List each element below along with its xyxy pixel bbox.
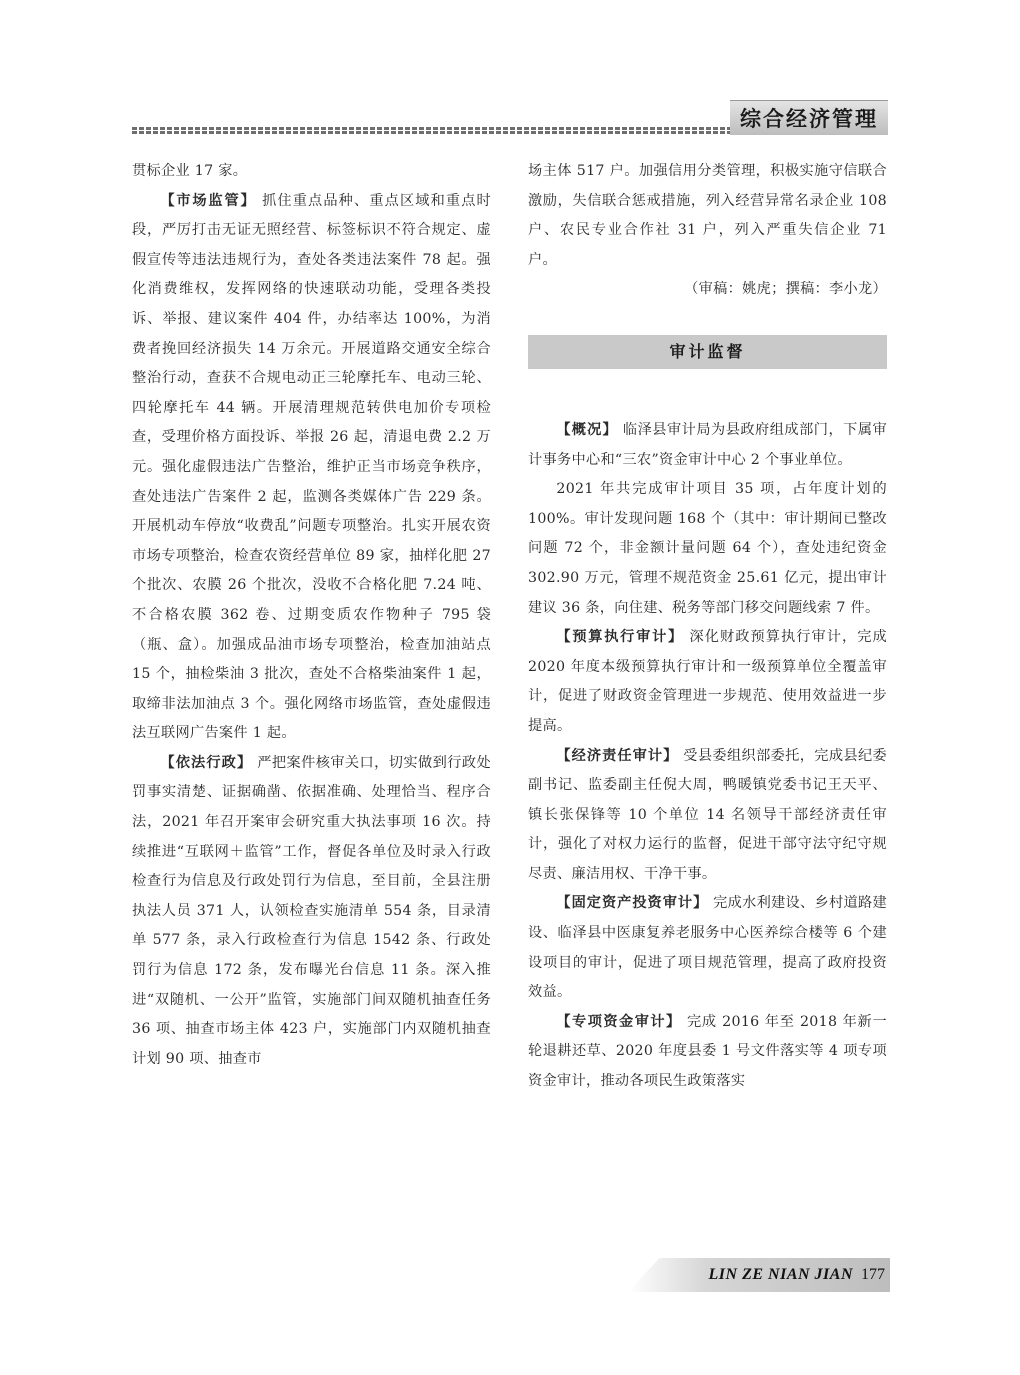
paragraph-fixed-asset-audit (528, 889, 887, 1007)
paragraph-text: 抓住重点品种、重点区域和重点时段，严厉打击无证无照经营、标签标识不符合规定、虚假宣传等违法违规行为，查处各类违法案件 78 起。强化消费维权，发挥网络的快速联动功能，受理各类投诉、举报、建议案件 404 件，办结率达 100%，为消费者挽回经济损失 14 万余元。开展道路交通安全综合整治行动，查获不合规电动正三轮摩托车、电动三轮、四轮摩托车 44 辆。开展清理规范转供电加价专项检查，受理价格方面投诉、举报 26 起，清退电费 2.2 万元。强化虚假违法广告整治，维护正当市场竞争秩序，查处违法广告案件 2 起，监测各类媒体广告 229 条。开展机动车停放“收费乱”问题专项整治。扎实开展农资市场专项整治，检查农资经营单位 89 家，抽样化肥 27 个批次、农膜 26 个批次，没收不合格化肥 7.24 吨、不合格农膜 362 卷、过期变质农作物种子 795 袋（瓶、盒）。加强成品油市场专项整治，检查加油站点 15 个，抽检柴油 3 批次，查处不合格柴油案件 1 起，取缔非法加油点 3 个。强化网络市场监管，查处虚假违法互联网广告案件 1 起。 (132, 192, 491, 742)
footer-brand: LIN ZE NIAN JIAN (708, 1266, 853, 1283)
paragraph-overview (528, 416, 887, 475)
paragraph-law-administration (132, 749, 491, 1075)
paragraph-text: 临泽县审计局为县政府组成部门，下属审计事务中心和“三农”资金审计中心 2 个事业单位。 (528, 421, 887, 468)
section-keyword: 【市场监管】 (160, 192, 257, 209)
paragraph-text: 严把案件核审关口，切实做到行政处罚事实清楚、证据确凿、依据准确、处理恰当、程序合法，2021 年召开案审会研究重大执法事项 16 次。持续推进“互联网＋监管”工作，督促各单位及时录入行政检查行为信息及行政处罚行为信息，至目前，全县注册执法人员 371 人，认领检查实施清单 554 条，目录清单 577 条，录入行政检查行为信息 1542 条、行政处罚行为信息 172 条，发布曝光台信息 11 条。深入推进“双随机、一公开”监管，实施部门间双随机抽查任务 36 项、抽查市场主体 423 户，实施部门内双随机抽查计划 90 项、抽查市 (132, 754, 491, 1067)
section-keyword: 【依法行政】 (160, 754, 253, 771)
page-number: 177 (861, 1266, 885, 1283)
section-keyword: 【经济责任审计】 (556, 747, 679, 764)
section-keyword: 【概况】 (556, 421, 618, 438)
section-keyword: 【预算执行审计】 (556, 629, 684, 646)
paragraph-special-fund-audit (528, 1008, 887, 1097)
paragraph: 2021 年共完成审计项目 35 项，占年度计划的 100%。审计发现问题 168 个（其中：审计期间已整改问题 72 个，非金额计量问题 64 个），查处违纪资金 302.90 万元，管理不规范资金 25.61 亿元，提出审计建议 36 条，向住建、税务等部门移交问题线索 7 件。 (528, 481, 887, 616)
right-column (528, 157, 887, 1097)
paragraph-text: 完成水利建设、乡村道路建设、临泽县中医康复养老服务中心医养综合楼等 6 个建设项目的审计，促进了项目规范管理，提高了政府投资效益。 (528, 895, 887, 1001)
paragraph-text: 完成 2016 年至 2018 年新一轮退耕还草、2020 年度县委 1 号文件落实等 4 项专项资金审计，推动各项民生政策落实 (528, 1013, 887, 1090)
footer (650, 1262, 885, 1288)
paragraph-text: 深化财政预算执行审计，完成 2020 年度本级预算执行审计和一级预算单位全覆盖审计，促进了财政资金管理进一步规范、使用效益进一步提高。 (528, 629, 887, 734)
section-title: 综合经济管理 (730, 100, 888, 135)
paragraph: 贯标企业 17 家。 (132, 163, 248, 179)
paragraph-budget-audit (528, 623, 887, 741)
section-band-title: 审计监督 (528, 335, 887, 369)
section-keyword: 【固定资产投资审计】 (556, 895, 709, 912)
paragraph-market-supervision (132, 187, 491, 749)
left-column (132, 157, 491, 1074)
header-dotted-rule (132, 127, 730, 134)
section-keyword: 【专项资金审计】 (556, 1013, 682, 1030)
paragraph-economic-responsibility-audit (528, 742, 887, 890)
review-credit: （审稿：姚虎；撰稿：李小龙） (684, 281, 887, 298)
paragraph-text: 受县委组织部委托，完成县纪委副书记、监委副主任倪大周，鸭暖镇党委书记王天平、镇长张保锋等 10 个单位 14 名领导干部经济责任审计，强化了对权力运行的监督，促进干部守法守纪守规尽责、廉洁用权、干净干事。 (528, 747, 887, 882)
paragraph: 场主体 517 户。加强信用分类管理，积极实施守信联合激励，失信联合惩戒措施，列入经营异常名录企业 108 户、农民专业合作社 31 户，列入严重失信企业 71 户。 (528, 163, 887, 268)
